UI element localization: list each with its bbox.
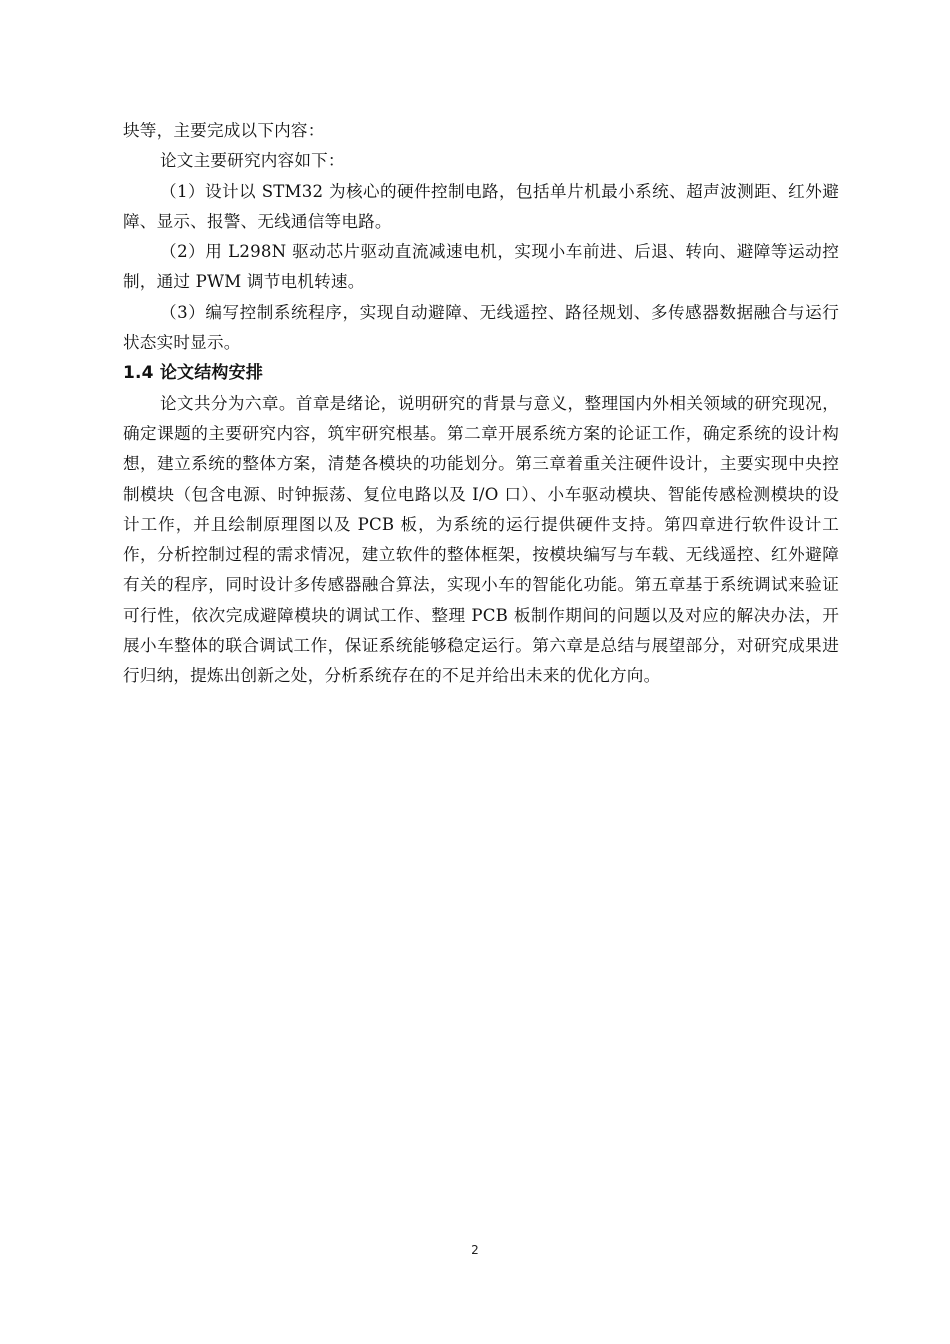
list-item-1: （1）设计以 STM32 为核心的硬件控制电路，包括单片机最小系统、超声波测距、红外避障、显示、报警、无线通信等电路。 (123, 181, 839, 231)
page-number: 2 (471, 1243, 479, 1257)
list-item-3: （3）编写控制系统程序，实现自动避障、无线遥控、路径规划、多传感器数据融合与运行状态实时显示。 (123, 302, 839, 353)
paragraph-continuation: 块等，主要完成以下内容： (123, 121, 325, 140)
list-item-2: （2）用 L298N 驱动芯片驱动直流减速电机，实现小车前进、后退、转向、避障等运动控制，通过 PWM 调节电机转速。 (123, 242, 839, 292)
paragraph-research-intro: 论文主要研究内容如下： (160, 151, 345, 171)
section-heading: 1.4 论文结构安排 (123, 363, 264, 384)
document-body (123, 116, 839, 692)
paragraph-structure: 论文共分为六章。首章是绪论，说明研究的背景与意义，整理国内外相关领域的研究现况，确定课题的主要研究内容，筑牢研究根基。第二章开展系统方案的论证工作，确定系统的设计构想，建立系统的整体方案，清楚各模块的功能划分。第三章着重关注硬件设计，主要实现中央控制模块（包含电源、时钟振荡、复位电路以及 I/O 口）、小车驱动模块、智能传感检测模块的设计工作，并且绘制原理图以及 PCB 板，为系统的运行提供硬件支持。第四章进行软件设计工作，分析控制过程的需求情况，建立软件的整体框架，按模块编写与车载、无线遥控、红外避障有关的程序，同时设计多传感器融合算法，实现小车的智能化功能。第五章基于系统调试来验证可行性，依次完成避障模块的调试工作、整理 PCB 板制作期间的问题以及对应的解决办法，开展小车整体的联合调试工作，保证系统能够稳定运行。第六章是总结与展望部分，对研究成果进行归纳，提炼出创新之处，分析系统存在的不足并给出未来的优化方向。 (123, 393, 839, 686)
